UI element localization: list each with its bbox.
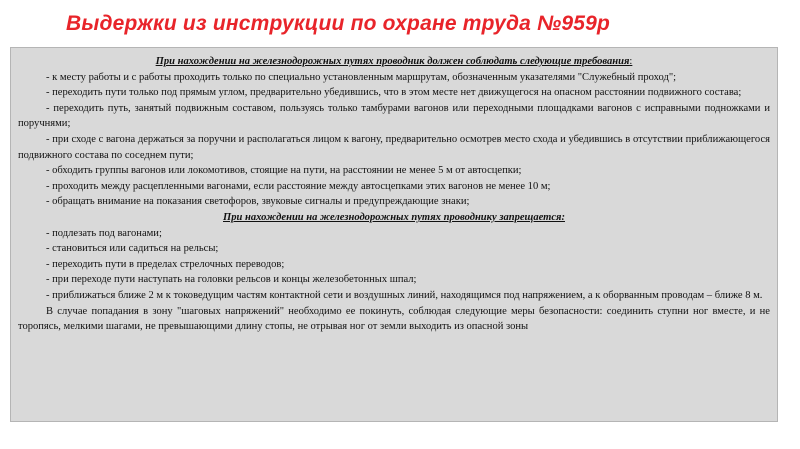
requirement-item: - переходить пути только под прямым углом, предварительно убедившись, что в этом месте нет движущегося на опасном расстоянии подвижного состава; — [46, 87, 742, 99]
requirements-heading — [18, 54, 770, 70]
step-voltage-paragraph: В случае попадания в зону "шаговых напряжений" необходимо ее покинуть, соблюдая следующие меры безопасности: соединить ступни ног вместе, и не торопясь, мелкими шагами, не превышающими длину стопы, не отрывая ног от земли выходить из опасной зоны — [18, 305, 770, 333]
instruction-excerpt-panel — [10, 47, 778, 422]
slide-title: Выдержки из инструкции по охране труда №959р — [66, 12, 611, 35]
prohibition-item: - при переходе пути наступать на головки рельсов и концы железобетонных шпал; — [46, 274, 417, 286]
prohibition-item: - подлезать под вагонами; — [46, 227, 162, 239]
requirements-heading-colon: : — [629, 56, 633, 67]
requirements-heading-text: При нахождении на железнодорожных путях проводник должен соблюдать следующие требования — [155, 56, 630, 67]
requirement-item: - переходить путь, занятый подвижным составом, пользуясь только тамбурами вагонов или переходными площадками вагонов с исправными подножками и поручнями; — [18, 102, 770, 130]
prohibitions-heading — [18, 210, 770, 226]
requirement-item: - при сходе с вагона держаться за поручни и располагаться лицом к вагону, предварительно осмотрев место схода и убедившись в отсутствии приближающегося подвижного состава по соседнем пути; — [18, 133, 770, 161]
requirement-item: - обходить группы вагонов или локомотивов, стоящие на пути, на расстоянии не менее 5 м от автосцепки; — [46, 165, 522, 177]
requirement-item: - к месту работы и с работы проходить только по специально установленным маршрутам, обозначенным указателями "Служебный проход"; — [46, 71, 677, 83]
prohibition-item: - становиться или садиться на рельсы; — [46, 243, 219, 255]
requirement-item: - проходить между расцепленными вагонами, если расстояние между автосцепками этих вагонов не менее 10 м; — [46, 180, 551, 192]
prohibitions-heading-text: При нахождении на железнодорожных путях проводнику запрещается: — [223, 211, 565, 223]
prohibition-item: - приближаться ближе 2 м к токоведущим частям контактной сети и воздушных линий, находящимся под напряжением, а к оборванным проводам – ближе 8 м. — [46, 289, 763, 301]
prohibition-item: - переходить пути в пределах стрелочных переводов; — [46, 258, 285, 270]
requirement-item: - обращать внимание на показания светофоров, звуковые сигналы и предупреждающие знаки; — [46, 196, 470, 208]
